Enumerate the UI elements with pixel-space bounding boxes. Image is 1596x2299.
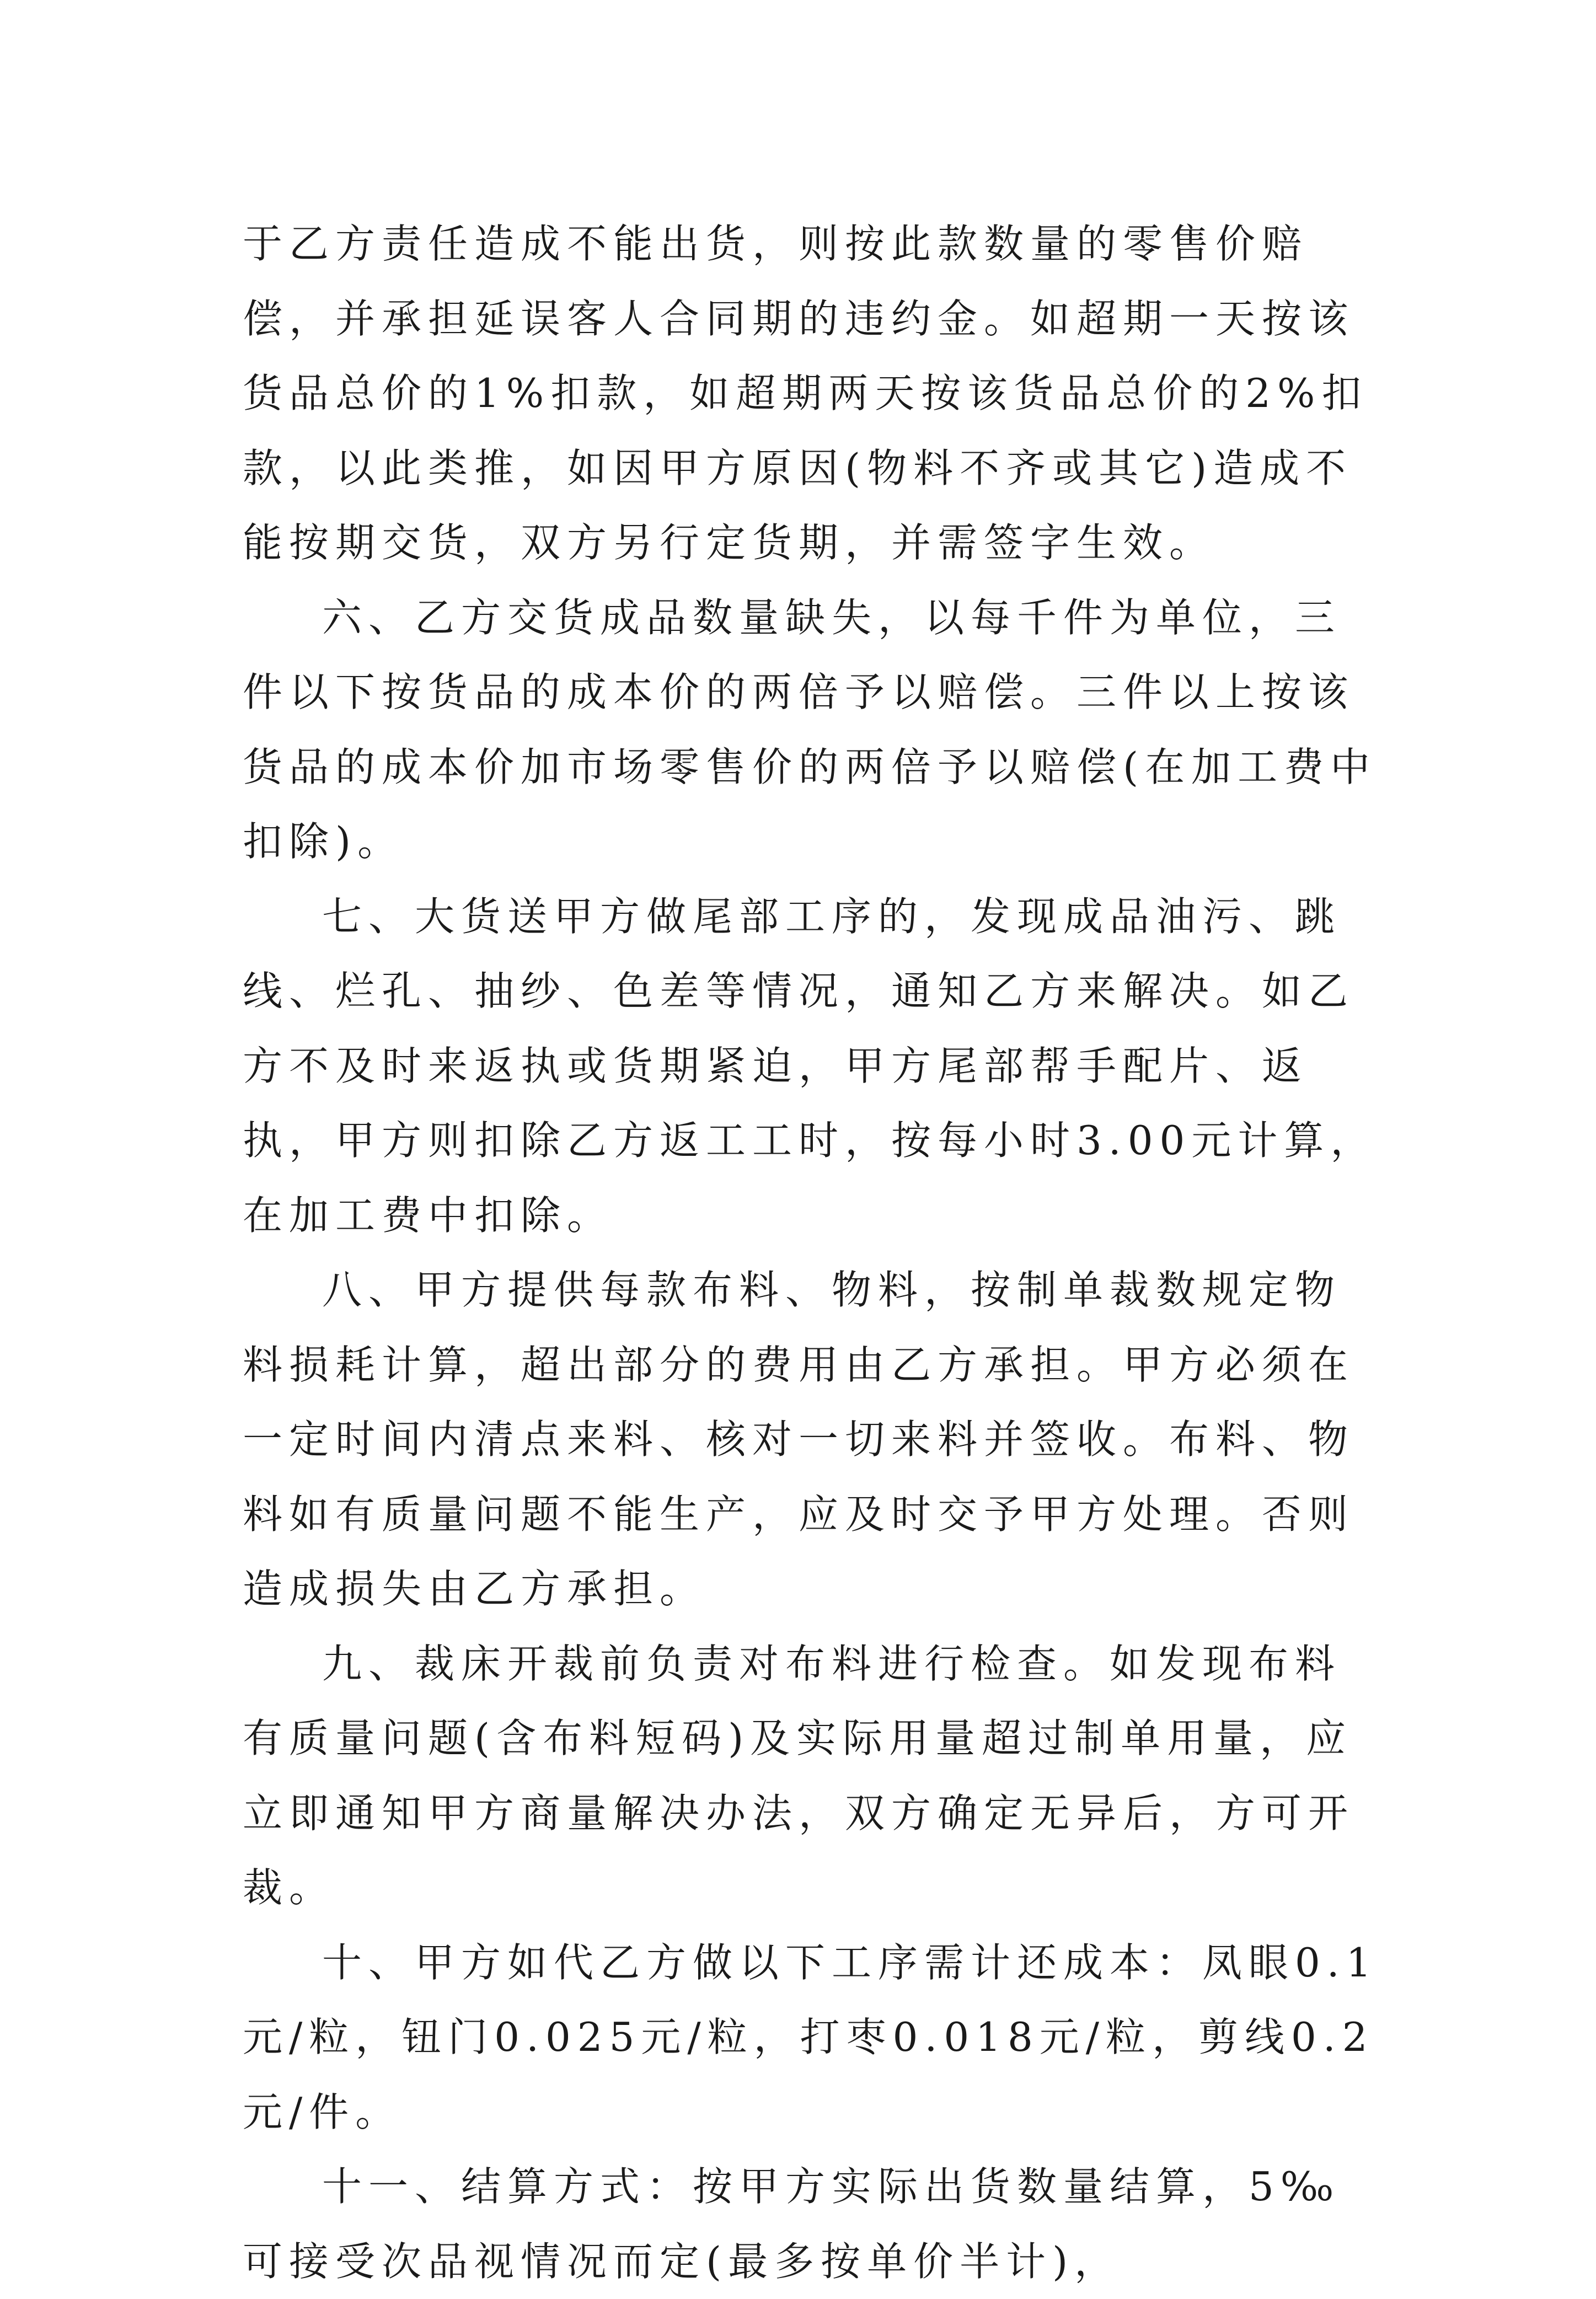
paragraph-clause-10: 十、甲方如代乙方做以下工序需计还成本：凤眼0.1元/粒，钮门0.025元/粒，打枣0.018元/粒，剪线0.2元/件。 <box>243 1939 1378 2135</box>
paragraph-clause-8: 八、甲方提供每款布料、物料，按制单裁数规定物料损耗计算，超出部分的费用由乙方承担。甲方必须在一定时间内清点来料、核对一切来料并签收。布料、物料如有质量问题不能生产，应及时交予甲方处理。否则造成损失由乙方承担。 <box>243 1267 1355 1612</box>
paragraph-clause-9: 九、裁床开裁前负责对布料进行检查。如发现布料有质量问题(含布料短码)及实际用量超过制单用量，应立即通知甲方商量解决办法，双方确定无异后，方可开裁。 <box>243 1640 1355 1911</box>
paragraph-clause-11: 十一、结算方式：按甲方实际出货数量结算，5‰可接受次品视情况而定(最多按单价半计)， <box>243 2163 1341 2285</box>
paragraph-clause-7: 七、大货送甲方做尾部工序的，发现成品油污、跳线、烂孔、抽纱、色差等情况，通知乙方来解决。如乙方不及时来返执或货期紧迫，甲方尾部帮手配片、返执，甲方则扣除乙方返工工时，按每小时3.00元计算，在加工费中扣除。 <box>243 893 1377 1239</box>
paragraph-clause-6: 六、乙方交货成品数量缺失，以每千件为单位，三件以下按货品的成本价的两倍予以赔偿。三件以上按该货品的成本价加市场零售价的两倍予以赔偿(在加工费中扣除)。 <box>243 594 1377 865</box>
paragraph-continuation: 于乙方责任造成不能出货，则按此款数量的零售价赔偿，并承担延误客人合同期的违约金。如超期一天按该货品总价的1%扣款，如超期两天按该货品总价的2%扣款，以此类推，如因甲方原因(物料不齐或其它)造成不能按期交货，双方另行定货期，并需签字生效。 <box>243 221 1368 566</box>
contract-body <box>243 207 1379 2299</box>
